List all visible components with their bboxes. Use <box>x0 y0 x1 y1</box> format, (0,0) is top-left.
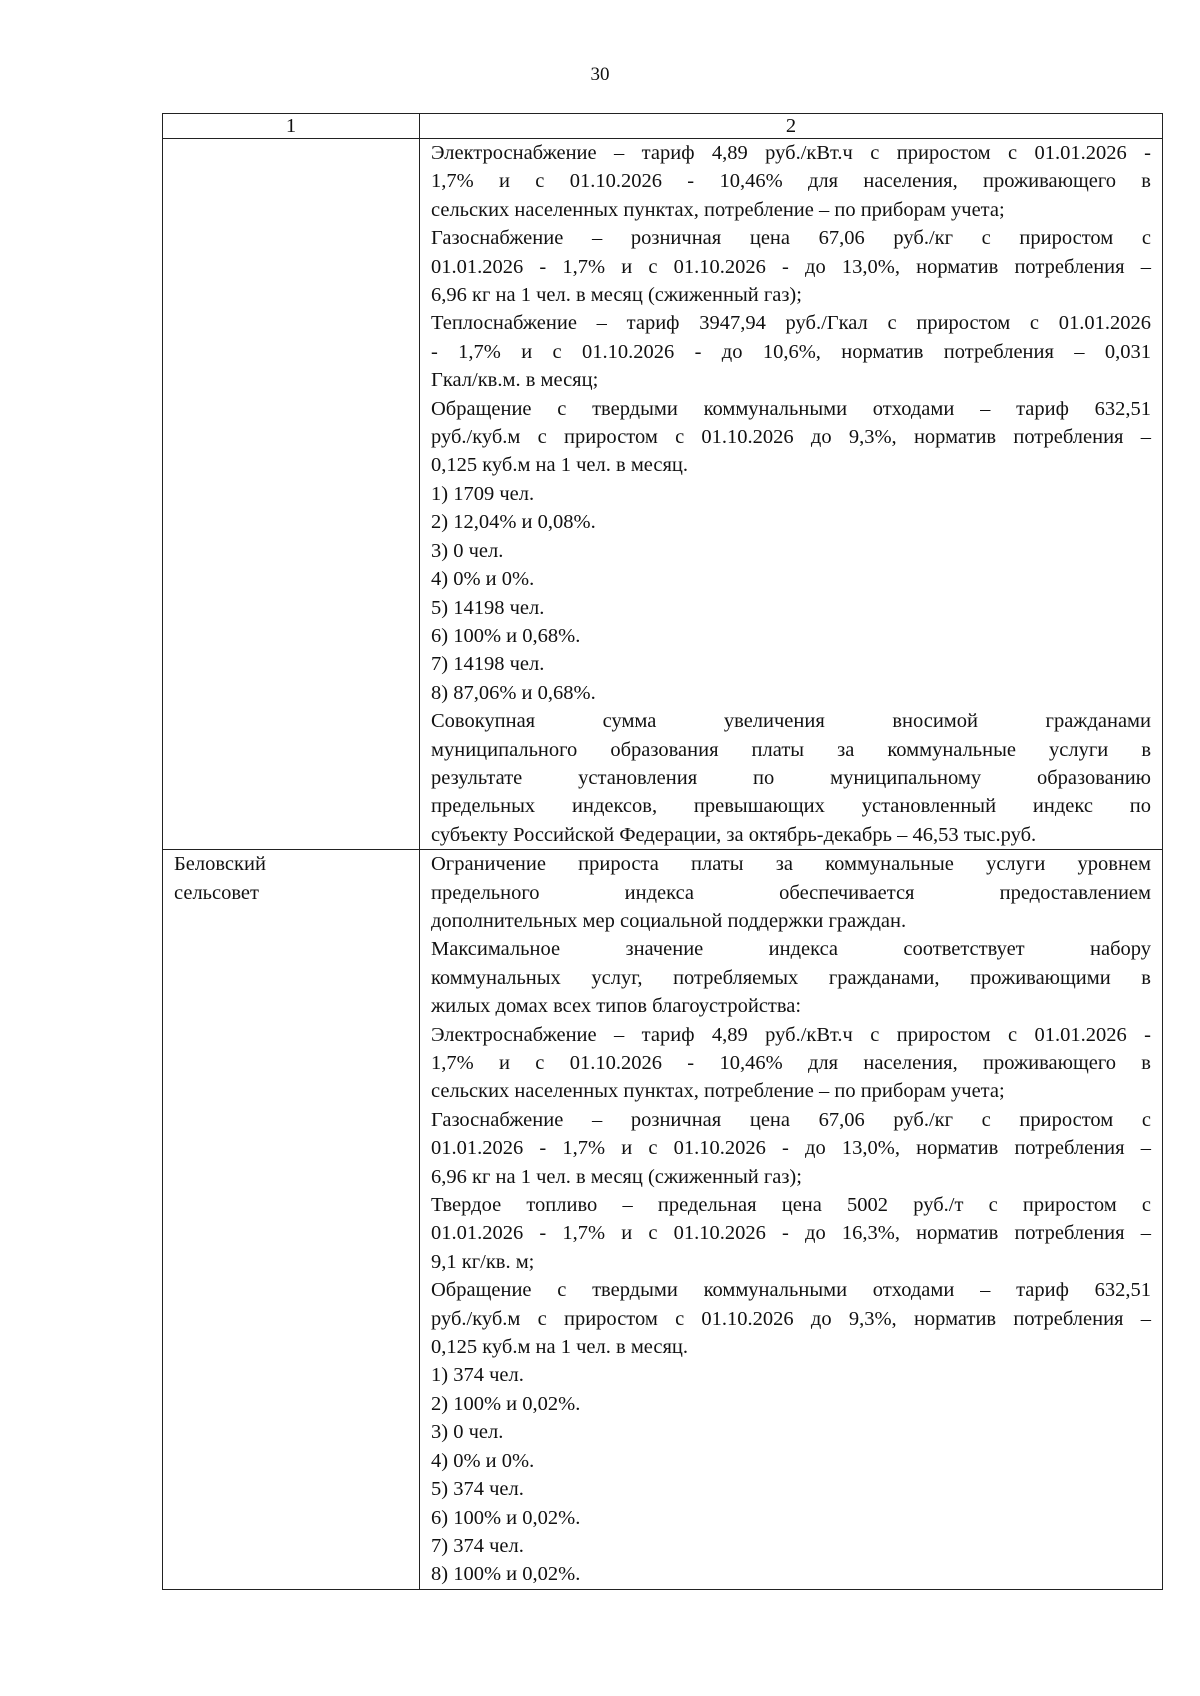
municipality-name-line: Беловский <box>174 853 266 876</box>
text-line: 6,96 кг на 1 чел. в месяц (сжиженный газ); <box>431 284 802 307</box>
text-line: руб./куб.м с приростом с 01.10.2026 до 9,3%, норматив потребления – <box>431 426 1151 449</box>
text-line: Электроснабжение – тариф 4,89 руб./кВт.ч с приростом с 01.01.2026 - <box>431 142 1151 164</box>
table-body <box>163 139 1163 1590</box>
text-line: 8) 100% и 0,02%. <box>431 1563 581 1586</box>
text-line: жилых домах всех типов благоустройства: <box>431 995 802 1018</box>
text-line: 01.01.2026 - 1,7% и с 01.10.2026 - до 16,3%, норматив потребления – <box>431 1222 1151 1245</box>
text-line: сельских населенных пунктах, потребление – по приборам учета; <box>431 198 1005 221</box>
column-header-1: 1 <box>163 114 420 139</box>
text-line: коммунальных услуг, потребляемых гражданами, проживающими в <box>431 966 1151 989</box>
description-cell <box>420 139 1163 850</box>
text-line: предельных индексов, превышающих установленный индекс по <box>431 795 1151 818</box>
text-line: 01.01.2026 - 1,7% и с 01.10.2026 - до 13,0%, норматив потребления – <box>431 255 1151 278</box>
text-line: Максимальное значение индекса соответствует набору <box>431 938 1151 961</box>
text-line: 2) 12,04% и 0,08%. <box>431 511 596 534</box>
text-line: 0,125 куб.м на 1 чел. в месяц. <box>431 1336 689 1359</box>
text-line: 1) 1709 чел. <box>431 482 535 505</box>
page-number: 30 <box>590 64 610 85</box>
text-line: Совокупная сумма увеличения вносимой гражданами <box>431 710 1151 733</box>
text-line: Газоснабжение – розничная цена 67,06 руб./кг с приростом с <box>431 1108 1151 1131</box>
text-line: 7) 14198 чел. <box>431 653 545 676</box>
text-line: 4) 0% и 0%. <box>431 568 535 591</box>
text-line: Обращение с твердыми коммунальными отходами – тариф 632,51 <box>431 1279 1151 1302</box>
text-line: 6) 100% и 0,02%. <box>431 1506 581 1529</box>
text-line: 3) 0 чел. <box>431 539 504 562</box>
text-line: - 1,7% и с 01.10.2026 - до 10,6%, норматив потребления – 0,031 <box>431 340 1151 363</box>
text-line: 5) 14198 чел. <box>431 596 545 619</box>
description-cell <box>420 850 1163 1590</box>
text-line: 0,125 куб.м на 1 чел. в месяц. <box>431 454 689 477</box>
text-line: Гкал/кв.м. в месяц; <box>431 369 599 392</box>
table-row <box>163 850 1163 1590</box>
text-line: 01.01.2026 - 1,7% и с 01.10.2026 - до 13,0%, норматив потребления – <box>431 1137 1151 1160</box>
text-line: 2) 100% и 0,02%. <box>431 1392 581 1415</box>
municipality-cell <box>163 850 420 1590</box>
text-line: 1,7% и с 01.10.2026 - 10,46% для населения, проживающего в <box>431 170 1151 193</box>
text-line: Твердое топливо – предельная цена 5002 руб./т с приростом с <box>431 1194 1151 1217</box>
text-line: муниципального образования платы за коммунальные услуги в <box>431 738 1151 761</box>
text-line: сельских населенных пунктах, потребление – по приборам учета; <box>431 1080 1005 1103</box>
text-line: 8) 87,06% и 0,68%. <box>431 681 596 704</box>
text-line: предельного индекса обеспечивается предоставлением <box>431 881 1151 904</box>
municipality-name-line: сельсовет <box>174 881 259 904</box>
text-line: субъекту Российской Федерации, за октябрь-декабрь – 46,53 тыс.руб. <box>431 823 1037 846</box>
text-line: 5) 374 чел. <box>431 1478 524 1501</box>
text-line: 4) 0% и 0%. <box>431 1449 535 1472</box>
text-line: Теплоснабжение – тариф 3947,94 руб./Гкал с приростом с 01.01.2026 <box>431 312 1151 335</box>
text-line: результате установления по муниципальному образованию <box>431 766 1151 789</box>
text-line: Ограничение прироста платы за коммунальные услуги уровнем <box>431 853 1151 876</box>
data-table <box>162 113 1163 1590</box>
text-line: 6) 100% и 0,68%. <box>431 624 581 647</box>
text-line: 6,96 кг на 1 чел. в месяц (сжиженный газ); <box>431 1165 802 1188</box>
text-line: Электроснабжение – тариф 4,89 руб./кВт.ч с приростом с 01.01.2026 - <box>431 1023 1151 1046</box>
municipality-cell <box>163 139 420 850</box>
table-row <box>163 139 1163 850</box>
text-line: 3) 0 чел. <box>431 1421 504 1444</box>
text-line: Обращение с твердыми коммунальными отходами – тариф 632,51 <box>431 397 1151 420</box>
text-line: 7) 374 чел. <box>431 1534 524 1557</box>
text-line: дополнительных мер социальной поддержки граждан. <box>431 909 907 932</box>
text-line: 1,7% и с 01.10.2026 - 10,46% для населения, проживающего в <box>431 1052 1151 1074</box>
text-line: Газоснабжение – розничная цена 67,06 руб./кг с приростом с <box>431 227 1151 250</box>
text-line: 1) 374 чел. <box>431 1364 524 1387</box>
column-header-2: 2 <box>420 114 1163 139</box>
text-line: руб./куб.м с приростом с 01.10.2026 до 9,3%, норматив потребления – <box>431 1307 1151 1330</box>
table-header-row <box>163 114 1163 139</box>
text-line: 9,1 кг/кв. м; <box>431 1250 535 1273</box>
